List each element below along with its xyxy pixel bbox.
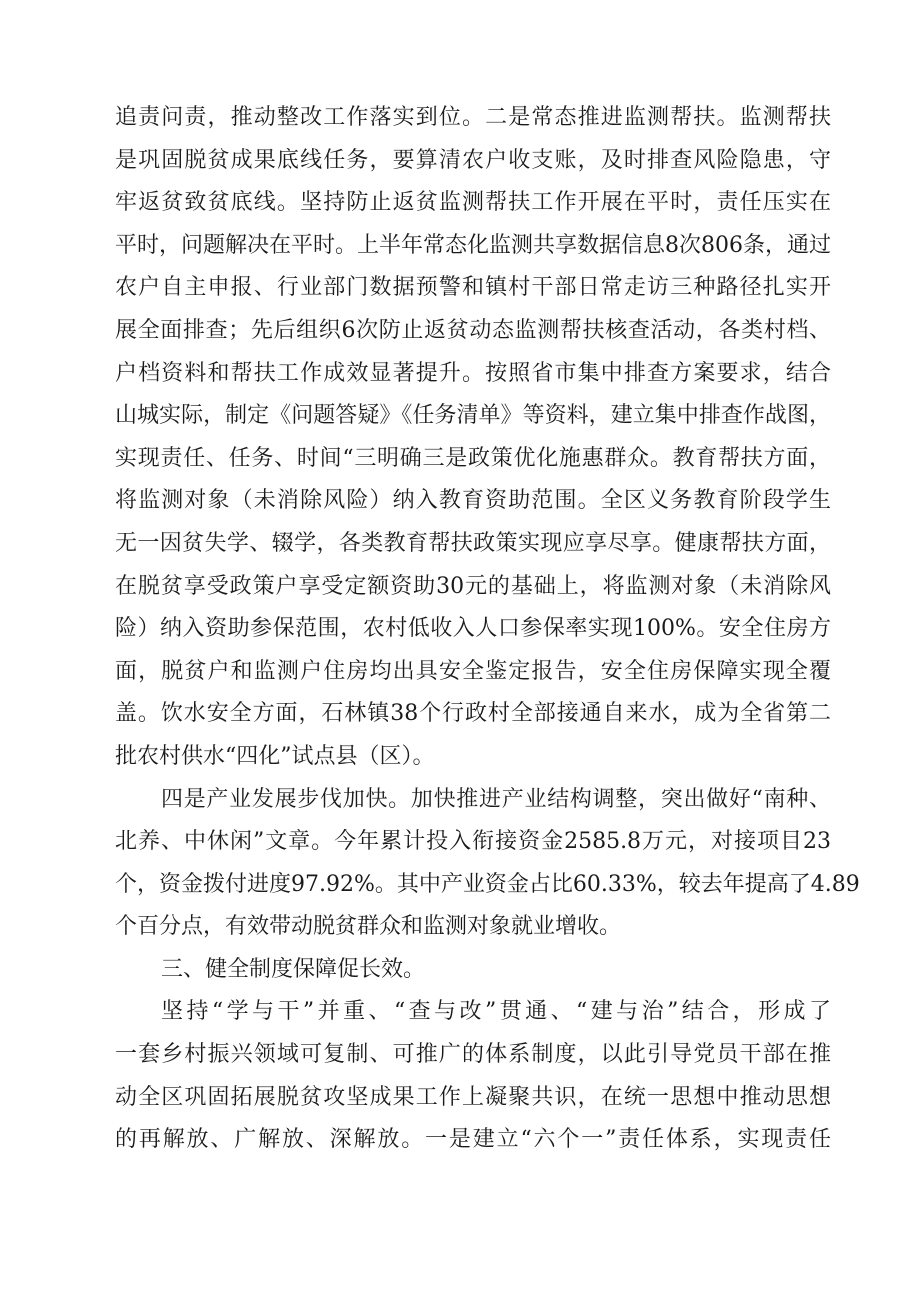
body-line: 盖。饮水安全方面，石林镇38个行政村全部接通自来水，成为全省第二 [115,701,831,727]
body-line: 一套乡村振兴领域可复制、可推广的体系制度，以此引导党员干部在推 [115,1042,831,1068]
body-line: 个，资金拨付进度97.92%。其中产业资金占比60.33%，较去年提高了4.89 [115,871,860,897]
body-line: 将监测对象（未消除风险）纳入教育资助范围。全区义务教育阶段学生 [115,488,831,514]
body-line: 无一因贫失学、辍学，各类教育帮扶政策实现应享尽享。健康帮扶方面， [115,530,831,556]
body-line: 平时，问题解决在平时。上半年常态化监测共享数据信息8次806条，通过 [115,232,831,258]
paragraph-first-line: 坚持“学与干”并重、“查与改”贯通、“建与治”结合，形成了 [161,999,831,1025]
body-line: 的再解放、广解放、深解放。一是建立“六个一”责任体系，实现责任 [115,1127,831,1153]
body-line: 展全面排查；先后组织6次防止返贫动态监测帮扶核查活动，各类村档、 [115,317,831,343]
body-line: 个百分点，有效带动脱贫群众和监测对象就业增收。 [115,914,622,940]
body-line: 北养、中休闲”文章。今年累计投入衔接资金2585.8万元，对接项目23 [115,829,831,855]
body-line: 农户自主申报、行业部门数据预警和镇村干部日常走访三种路径扎实开 [115,275,831,301]
body-line: 牢返贫致贫底线。坚持防止返贫监测帮扶工作开展在平时，责任压实在 [115,190,831,216]
section-heading: 三、健全制度保障促长效。 [161,956,426,982]
body-line: 实现责任、任务、时间“三明确三是政策优化施惠群众。教育帮扶方面， [115,445,831,471]
document-body [115,97,860,1162]
body-line: 动全区巩固拓展脱贫攻坚成果工作上凝聚共识，在统一思想中推动思想 [115,1084,831,1110]
body-line: 山城实际，制定《问题答疑》《任务清单》等资料，建立集中排查作战图， [115,403,831,429]
body-line: 批农村供水“四化”试点县（区）。 [115,743,435,769]
body-line: 追责问责，推动整改工作落实到位。二是常态推进监测帮扶。监测帮扶 [115,105,831,130]
body-line: 是巩固脱贫成果底线任务，要算清农户收支账，及时排查风险隐患，守 [115,147,831,173]
paragraph-first-line: 四是产业发展步伐加快。加快推进产业结构调整，突出做好“南种、 [161,786,831,812]
body-line: 面，脱贫户和监测户住房均出具安全鉴定报告，安全住房保障实现全覆 [115,658,831,684]
body-line: 险）纳入资助参保范围，农村低收入人口参保率实现100%。安全住房方 [115,616,831,642]
body-line: 在脱贫享受政策户享受定额资助30元的基础上，将监测对象（未消除风 [115,573,831,599]
body-line: 户档资料和帮扶工作成效显著提升。按照省市集中排查方案要求，结合 [115,360,831,386]
